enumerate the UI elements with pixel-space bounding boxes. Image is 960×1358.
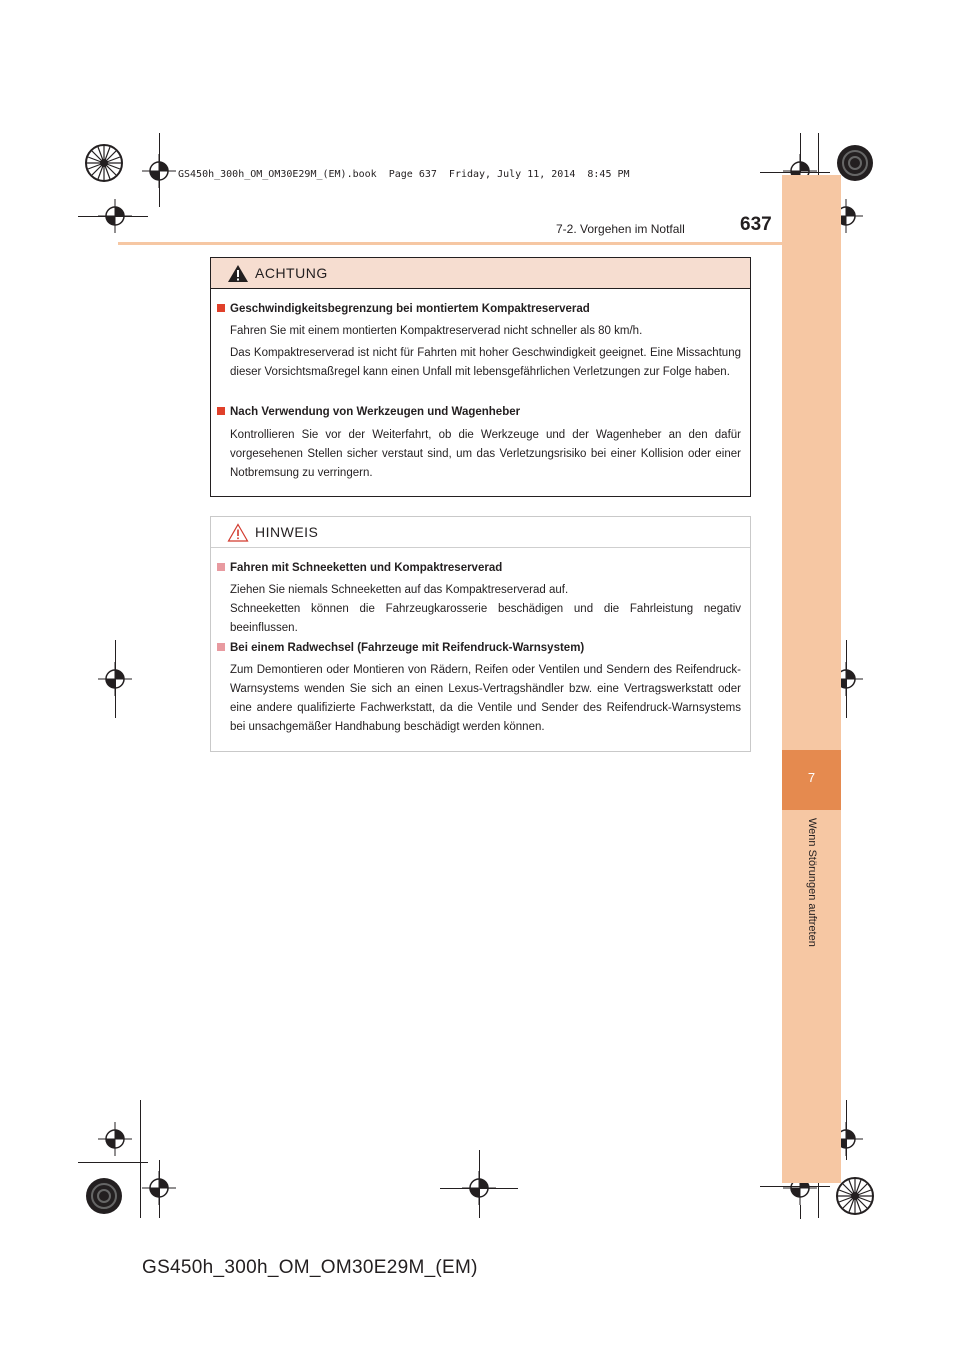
registration-crosshair-icon bbox=[142, 1171, 176, 1205]
bullet-square-icon bbox=[217, 643, 225, 651]
caution-paragraph: Das Kompaktreserverad ist nicht für Fahrten mit hoher Geschwindigkeit geeignet. Eine Missachtung dieser Vorsichtsmaßregel kann einen Unfall mit lebensgefährlichen Verletzungen zur Folge haben. bbox=[230, 347, 741, 378]
bullet-square-icon bbox=[217, 304, 225, 312]
warning-triangle-icon bbox=[227, 264, 249, 283]
registration-crosshair-icon bbox=[142, 154, 176, 188]
registration-rosette-icon bbox=[84, 143, 124, 183]
registration-rosette-icon bbox=[835, 143, 875, 183]
caution-paragraph: Kontrollieren Sie vor der Weiterfahrt, ob die Werkzeuge und der Wagenheber an den dafür vorgesehenen Stellen sicher verstaut sind, um das Verletzungsrisiko bei einer Kollision oder einer Notbremsung zu verringern. bbox=[230, 429, 741, 479]
notice-item-heading: Fahren mit Schneeketten und Kompaktreserverad bbox=[217, 562, 502, 574]
page-number: 637 bbox=[740, 214, 772, 235]
chapter-side-strip bbox=[782, 175, 841, 1183]
registration-rosette-icon bbox=[84, 1176, 124, 1216]
bullet-square-icon bbox=[217, 563, 225, 571]
registration-crosshair-icon bbox=[98, 1122, 132, 1156]
registration-crosshair-icon bbox=[98, 662, 132, 696]
notice-title: HINWEIS bbox=[255, 524, 319, 540]
notice-box bbox=[210, 516, 751, 752]
notice-paragraph: Ziehen Sie niemals Schneeketten auf das Kompaktreserverad auf. bbox=[230, 584, 569, 596]
caution-item-heading: Geschwindigkeitsbegrenzung bei montiertem Kompaktreserverad bbox=[217, 303, 590, 315]
caution-paragraph: Fahren Sie mit einem montierten Kompaktreserverad nicht schneller als 80 km/h. bbox=[230, 325, 643, 337]
section-title: 7-2. Vorgehen im Notfall bbox=[556, 222, 685, 236]
caution-box bbox=[210, 257, 751, 497]
registration-crosshair-icon bbox=[462, 1171, 496, 1205]
header-rule bbox=[118, 242, 782, 245]
registration-rosette-icon bbox=[835, 1176, 875, 1216]
caution-title: ACHTUNG bbox=[255, 265, 328, 281]
registration-crosshair-icon bbox=[98, 199, 132, 233]
chapter-title-vertical: Wenn Störungen auftreten bbox=[806, 818, 818, 947]
document-code: GS450h_300h_OM_OM30E29M_(EM) bbox=[142, 1257, 478, 1278]
chapter-number: 7 bbox=[807, 770, 816, 785]
bullet-square-icon bbox=[217, 407, 225, 415]
caution-item-heading: Nach Verwendung von Werkzeugen und Wagenheber bbox=[217, 406, 520, 418]
notice-paragraph: Zum Demontieren oder Montieren von Rädern, Reifen oder Ventilen und Sendern des Reifendruck-Warnsystems wenden Sie sich an einen Lexus-Vertragshändler bzw. eine Vertragswerkstatt oder eine andere qualifizierte Fachwerkstatt, da die Ventile und Sender des Reifendruck-Warnsystems bei unsachgemäßer Handhabung beschädigt werden können. bbox=[230, 664, 741, 733]
notice-triangle-icon bbox=[227, 523, 249, 542]
print-info: GS450h_300h_OM_OM30E29M_(EM).book Page 637 Friday, July 11, 2014 8:45 PM bbox=[178, 169, 630, 180]
notice-item-heading: Bei einem Radwechsel (Fahrzeuge mit Reifendruck-Warnsystem) bbox=[217, 642, 584, 654]
caution-header bbox=[211, 258, 750, 289]
notice-paragraph: Schneeketten können die Fahrzeugkarosserie beschädigen und die Fahrleistung negativ beeinflussen. bbox=[230, 603, 741, 634]
notice-header bbox=[211, 517, 750, 548]
